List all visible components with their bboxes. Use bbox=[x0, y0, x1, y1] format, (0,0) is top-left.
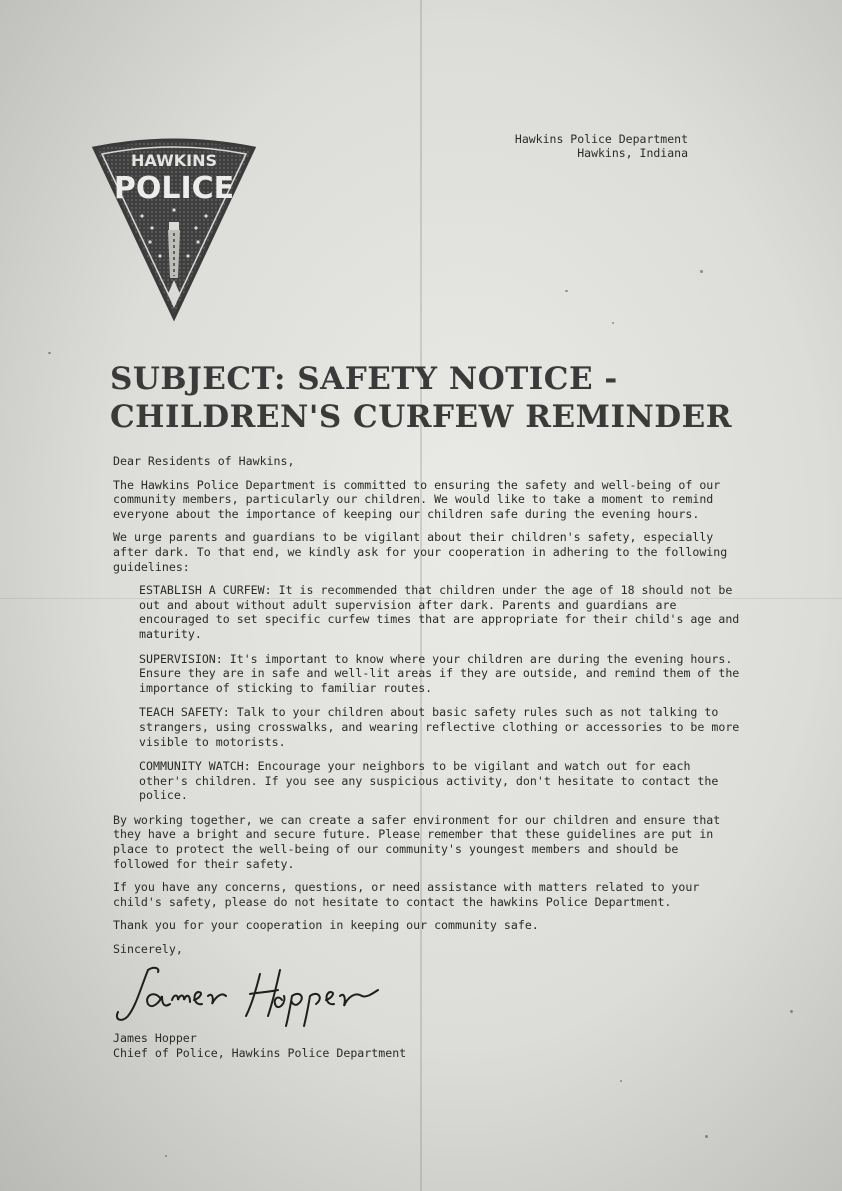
badge-top-text: HAWKINS bbox=[131, 151, 217, 170]
signer-name: James Hopper bbox=[113, 1031, 197, 1045]
signer-block bbox=[113, 1031, 406, 1061]
paper-speck bbox=[48, 352, 51, 354]
lighthouse-icon bbox=[168, 222, 180, 308]
police-badge-logo bbox=[90, 138, 258, 322]
paper-speck bbox=[165, 1155, 167, 1157]
paper-speck bbox=[620, 1080, 622, 1082]
subject-heading bbox=[110, 360, 750, 436]
paper-speck bbox=[790, 1010, 793, 1013]
sender-line-2: Hawkins, Indiana bbox=[577, 146, 688, 160]
intro-paragraph: The Hawkins Police Department is committed to ensuring the safety and well-being of our community members, particularly our children. We would like to take a moment to remind everyone about the importance of keeping our children safe during the evening hours. bbox=[113, 477, 721, 521]
guideline-supervision: SUPERVISION: It's important to know where your children are during the evening hours. Ensure they are in safe and well-lit areas if they are outside, and remind them of the importance of sticking to familiar routes. bbox=[139, 651, 740, 695]
guideline-community-watch: COMMUNITY WATCH: Encourage your neighbors to be vigilant and watch out for each other's children. If you see any suspicious activity, don't hesitate to contact the police. bbox=[139, 759, 719, 803]
concerns-paragraph: If you have any concerns, questions, or need assistance with matters related to your child's safety, please do not hesitate to contact the hawkins Police Department. bbox=[113, 880, 700, 909]
guideline-teach-safety: TEACH SAFETY: Talk to your children about basic safety rules such as not talking to strangers, using crosswalks, and wearing reflective clothing or accessories to be more visible to motorists. bbox=[139, 705, 740, 749]
urge-paragraph: We urge parents and guardians to be vigilant about their children's safety, especially after dark. To that end, we kindly ask for your cooperation in adhering to the following guidelines: bbox=[113, 530, 728, 574]
guideline-curfew: ESTABLISH A CURFEW: It is recommended that children under the age of 18 should not be out and about without adult supervision after dark. Parents and guardians are encouraged to set specific curfew times that are appropriate for their child's age and maturity. bbox=[139, 583, 740, 641]
badge-main-text: POLICE bbox=[113, 171, 235, 206]
handwritten-signature bbox=[110, 960, 395, 1030]
thanks-paragraph: Thank you for your cooperation in keeping our community safe. bbox=[113, 918, 539, 933]
subject-line-1: SUBJECT: SAFETY NOTICE - bbox=[110, 361, 618, 397]
sender-address bbox=[515, 132, 688, 160]
letter-body bbox=[113, 454, 741, 966]
paper-speck bbox=[700, 270, 703, 273]
paper-speck bbox=[612, 322, 614, 324]
together-paragraph: By working together, we can create a safer environment for our children and ensure that they have a bright and secure future. Please remember that these guidelines are put in place to protect the well-being of our community's youngest members and should be followed for their safety. bbox=[113, 812, 721, 871]
paper-speck bbox=[705, 1135, 708, 1138]
greeting: Dear Residents of Hawkins, bbox=[113, 454, 295, 468]
closing: Sincerely, bbox=[113, 942, 183, 957]
subject-line-2: CHILDREN'S CURFEW REMINDER bbox=[110, 399, 733, 435]
sender-line-1: Hawkins Police Department bbox=[514, 132, 688, 146]
signer-title: Chief of Police, Hawkins Police Department bbox=[113, 1046, 407, 1060]
paper-speck bbox=[565, 290, 568, 292]
